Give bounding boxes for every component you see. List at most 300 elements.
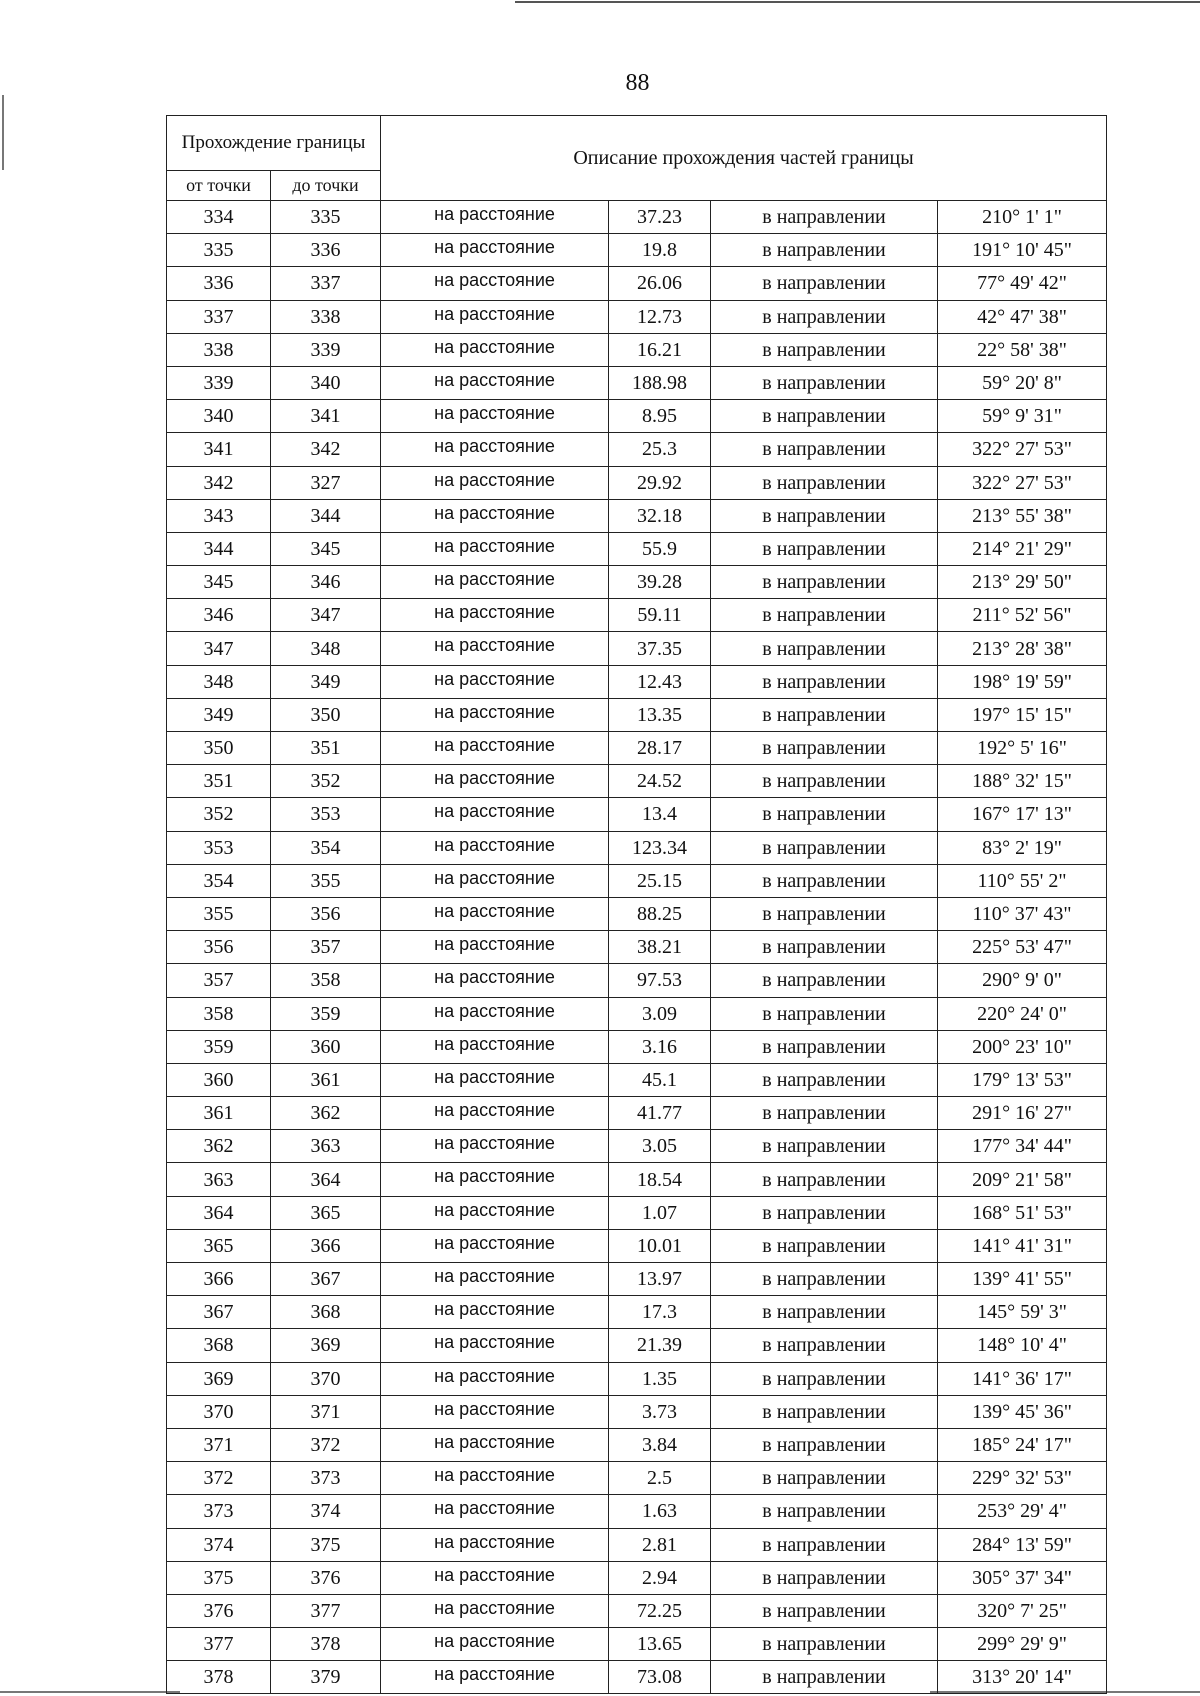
- from-point-cell: 378: [167, 1661, 271, 1694]
- from-point-cell: 355: [167, 897, 271, 930]
- from-point-cell: 335: [167, 234, 271, 267]
- to-point-cell: 354: [271, 831, 381, 864]
- to-point-cell: 351: [271, 732, 381, 765]
- direction-label-cell: в направлении: [711, 1428, 938, 1461]
- to-point-cell: 338: [271, 300, 381, 333]
- distance-label-cell: на расстояние: [381, 997, 609, 1030]
- distance-value-cell: 12.43: [609, 665, 711, 698]
- bearing-value-cell: 191° 10' 45": [938, 234, 1107, 267]
- from-point-cell: 376: [167, 1594, 271, 1627]
- distance-label-cell: на расстояние: [381, 201, 609, 234]
- distance-value-cell: 41.77: [609, 1097, 711, 1130]
- to-point-cell: 371: [271, 1395, 381, 1428]
- distance-label-cell: на расстояние: [381, 333, 609, 366]
- distance-value-cell: 8.95: [609, 400, 711, 433]
- from-point-cell: 334: [167, 201, 271, 234]
- to-point-cell: 345: [271, 532, 381, 565]
- distance-value-cell: 17.3: [609, 1296, 711, 1329]
- direction-label-cell: в направлении: [711, 1395, 938, 1428]
- to-point-cell: 358: [271, 964, 381, 997]
- table-row: [167, 466, 1107, 499]
- distance-value-cell: 2.81: [609, 1528, 711, 1561]
- distance-value-cell: 25.15: [609, 864, 711, 897]
- to-point-cell: 361: [271, 1063, 381, 1096]
- from-point-cell: 344: [167, 532, 271, 565]
- direction-label-cell: в направлении: [711, 1661, 938, 1694]
- direction-label-cell: в направлении: [711, 997, 938, 1030]
- direction-label-cell: в направлении: [711, 632, 938, 665]
- bearing-value-cell: 177° 34' 44": [938, 1130, 1107, 1163]
- distance-value-cell: 1.35: [609, 1362, 711, 1395]
- from-point-cell: 371: [167, 1428, 271, 1461]
- table-row: [167, 665, 1107, 698]
- from-point-cell: 339: [167, 366, 271, 399]
- distance-label-cell: на расстояние: [381, 1263, 609, 1296]
- to-point-cell: 363: [271, 1130, 381, 1163]
- from-point-cell: 356: [167, 931, 271, 964]
- direction-label-cell: в направлении: [711, 1561, 938, 1594]
- distance-value-cell: 19.8: [609, 234, 711, 267]
- direction-label-cell: в направлении: [711, 466, 938, 499]
- bearing-value-cell: 22° 58' 38": [938, 333, 1107, 366]
- bearing-value-cell: 213° 55' 38": [938, 499, 1107, 532]
- distance-label-cell: на расстояние: [381, 732, 609, 765]
- table-row: [167, 864, 1107, 897]
- table-row: [167, 1229, 1107, 1262]
- table-row: [167, 599, 1107, 632]
- distance-label-cell: на расстояние: [381, 1362, 609, 1395]
- bearing-value-cell: 220° 24' 0": [938, 997, 1107, 1030]
- from-point-cell: 368: [167, 1329, 271, 1362]
- table-row: [167, 499, 1107, 532]
- table-row: [167, 267, 1107, 300]
- table-row: [167, 433, 1107, 466]
- table-row: [167, 1130, 1107, 1163]
- to-point-cell: 366: [271, 1229, 381, 1262]
- from-point-cell: 343: [167, 499, 271, 532]
- distance-value-cell: 12.73: [609, 300, 711, 333]
- to-point-cell: 336: [271, 234, 381, 267]
- distance-label-cell: на расстояние: [381, 864, 609, 897]
- from-point-cell: 345: [167, 566, 271, 599]
- bearing-value-cell: 197° 15' 15": [938, 698, 1107, 731]
- from-point-cell: 370: [167, 1395, 271, 1428]
- bearing-value-cell: 110° 37' 43": [938, 897, 1107, 930]
- distance-label-cell: на расстояние: [381, 798, 609, 831]
- bearing-value-cell: 291° 16' 27": [938, 1097, 1107, 1130]
- distance-value-cell: 3.73: [609, 1395, 711, 1428]
- to-point-cell: 327: [271, 466, 381, 499]
- to-point-cell: 353: [271, 798, 381, 831]
- to-point-cell: 339: [271, 333, 381, 366]
- distance-label-cell: на расстояние: [381, 1462, 609, 1495]
- direction-label-cell: в направлении: [711, 566, 938, 599]
- bearing-value-cell: 290° 9' 0": [938, 964, 1107, 997]
- from-point-cell: 375: [167, 1561, 271, 1594]
- bearing-value-cell: 213° 28' 38": [938, 632, 1107, 665]
- bearing-value-cell: 198° 19' 59": [938, 665, 1107, 698]
- direction-label-cell: в направлении: [711, 897, 938, 930]
- from-point-cell: 373: [167, 1495, 271, 1528]
- table-row: [167, 1628, 1107, 1661]
- bearing-value-cell: 211° 52' 56": [938, 599, 1107, 632]
- distance-label-cell: на расстояние: [381, 1594, 609, 1627]
- table-row: [167, 234, 1107, 267]
- direction-label-cell: в направлении: [711, 1362, 938, 1395]
- distance-value-cell: 10.01: [609, 1229, 711, 1262]
- from-point-cell: 366: [167, 1263, 271, 1296]
- distance-label-cell: на расстояние: [381, 532, 609, 565]
- bearing-value-cell: 305° 37' 34": [938, 1561, 1107, 1594]
- from-point-cell: 351: [167, 765, 271, 798]
- distance-value-cell: 37.23: [609, 201, 711, 234]
- distance-value-cell: 3.09: [609, 997, 711, 1030]
- distance-label-cell: на расстояние: [381, 1561, 609, 1594]
- scan-edge-top: [515, 1, 1200, 3]
- to-point-cell: 359: [271, 997, 381, 1030]
- distance-label-cell: на расстояние: [381, 300, 609, 333]
- to-point-cell: 360: [271, 1030, 381, 1063]
- distance-value-cell: 16.21: [609, 333, 711, 366]
- table-row: [167, 931, 1107, 964]
- direction-label-cell: в направлении: [711, 1263, 938, 1296]
- distance-value-cell: 26.06: [609, 267, 711, 300]
- distance-label-cell: на расстояние: [381, 1163, 609, 1196]
- boundary-table: [166, 115, 1107, 1694]
- from-point-cell: 341: [167, 433, 271, 466]
- table-row: [167, 632, 1107, 665]
- distance-label-cell: на расстояние: [381, 831, 609, 864]
- direction-label-cell: в направлении: [711, 1528, 938, 1561]
- header-description: Описание прохождения частей границы: [381, 116, 1107, 201]
- distance-value-cell: 18.54: [609, 1163, 711, 1196]
- to-point-cell: 342: [271, 433, 381, 466]
- table-body: [167, 201, 1107, 1694]
- to-point-cell: 362: [271, 1097, 381, 1130]
- from-point-cell: 346: [167, 599, 271, 632]
- distance-label-cell: на расстояние: [381, 1196, 609, 1229]
- to-point-cell: 346: [271, 566, 381, 599]
- direction-label-cell: в направлении: [711, 931, 938, 964]
- bearing-value-cell: 253° 29' 4": [938, 1495, 1107, 1528]
- table-row: [167, 300, 1107, 333]
- direction-label-cell: в направлении: [711, 1196, 938, 1229]
- bearing-value-cell: 167° 17' 13": [938, 798, 1107, 831]
- distance-label-cell: на расстояние: [381, 1528, 609, 1561]
- bearing-value-cell: 110° 55' 2": [938, 864, 1107, 897]
- direction-label-cell: в направлении: [711, 964, 938, 997]
- from-point-cell: 362: [167, 1130, 271, 1163]
- table-row: [167, 698, 1107, 731]
- direction-label-cell: в направлении: [711, 532, 938, 565]
- from-point-cell: 340: [167, 400, 271, 433]
- bearing-value-cell: 200° 23' 10": [938, 1030, 1107, 1063]
- distance-label-cell: на расстояние: [381, 1395, 609, 1428]
- from-point-cell: 364: [167, 1196, 271, 1229]
- distance-label-cell: на расстояние: [381, 765, 609, 798]
- header-from-point: от точки: [167, 171, 271, 201]
- to-point-cell: 379: [271, 1661, 381, 1694]
- table-row: [167, 798, 1107, 831]
- table-row: [167, 333, 1107, 366]
- to-point-cell: 356: [271, 897, 381, 930]
- direction-label-cell: в направлении: [711, 1097, 938, 1130]
- bearing-value-cell: 225° 53' 47": [938, 931, 1107, 964]
- to-point-cell: 378: [271, 1628, 381, 1661]
- table-row: [167, 1561, 1107, 1594]
- direction-label-cell: в направлении: [711, 1462, 938, 1495]
- header-to-point: до точки: [271, 171, 381, 201]
- table-row: [167, 1528, 1107, 1561]
- to-point-cell: 349: [271, 665, 381, 698]
- table-row: [167, 1462, 1107, 1495]
- direction-label-cell: в направлении: [711, 732, 938, 765]
- table-row: [167, 366, 1107, 399]
- bearing-value-cell: 185° 24' 17": [938, 1428, 1107, 1461]
- from-point-cell: 357: [167, 964, 271, 997]
- direction-label-cell: в направлении: [711, 1030, 938, 1063]
- bearing-value-cell: 284° 13' 59": [938, 1528, 1107, 1561]
- direction-label-cell: в направлении: [711, 1495, 938, 1528]
- bearing-value-cell: 209° 21' 58": [938, 1163, 1107, 1196]
- distance-value-cell: 123.34: [609, 831, 711, 864]
- direction-label-cell: в направлении: [711, 798, 938, 831]
- distance-value-cell: 188.98: [609, 366, 711, 399]
- distance-label-cell: на расстояние: [381, 1130, 609, 1163]
- distance-label-cell: на расстояние: [381, 1296, 609, 1329]
- bearing-value-cell: 139° 41' 55": [938, 1263, 1107, 1296]
- from-point-cell: 359: [167, 1030, 271, 1063]
- bearing-value-cell: 145° 59' 3": [938, 1296, 1107, 1329]
- distance-label-cell: на расстояние: [381, 466, 609, 499]
- distance-label-cell: на расстояние: [381, 400, 609, 433]
- distance-value-cell: 28.17: [609, 732, 711, 765]
- bearing-value-cell: 320° 7' 25": [938, 1594, 1107, 1627]
- scan-edge-bottom-left: [0, 1691, 180, 1693]
- direction-label-cell: в направлении: [711, 665, 938, 698]
- table-row: [167, 997, 1107, 1030]
- direction-label-cell: в направлении: [711, 1296, 938, 1329]
- to-point-cell: 373: [271, 1462, 381, 1495]
- table-row: [167, 1296, 1107, 1329]
- bearing-value-cell: 139° 45' 36": [938, 1395, 1107, 1428]
- to-point-cell: 340: [271, 366, 381, 399]
- distance-label-cell: на расстояние: [381, 964, 609, 997]
- table-row: [167, 897, 1107, 930]
- direction-label-cell: в направлении: [711, 499, 938, 532]
- distance-label-cell: на расстояние: [381, 267, 609, 300]
- distance-label-cell: на расстояние: [381, 234, 609, 267]
- to-point-cell: 348: [271, 632, 381, 665]
- to-point-cell: 367: [271, 1263, 381, 1296]
- bearing-value-cell: 210° 1' 1": [938, 201, 1107, 234]
- distance-value-cell: 24.52: [609, 765, 711, 798]
- table-row: [167, 1329, 1107, 1362]
- bearing-value-cell: 83° 2' 19": [938, 831, 1107, 864]
- to-point-cell: 368: [271, 1296, 381, 1329]
- direction-label-cell: в направлении: [711, 400, 938, 433]
- distance-label-cell: на расстояние: [381, 599, 609, 632]
- distance-value-cell: 72.25: [609, 1594, 711, 1627]
- table-row: [167, 765, 1107, 798]
- bearing-value-cell: 188° 32' 15": [938, 765, 1107, 798]
- to-point-cell: 370: [271, 1362, 381, 1395]
- bearing-value-cell: 168° 51' 53": [938, 1196, 1107, 1229]
- table-row: [167, 1395, 1107, 1428]
- table-row: [167, 831, 1107, 864]
- from-point-cell: 361: [167, 1097, 271, 1130]
- distance-value-cell: 38.21: [609, 931, 711, 964]
- from-point-cell: 369: [167, 1362, 271, 1395]
- to-point-cell: 365: [271, 1196, 381, 1229]
- distance-value-cell: 2.5: [609, 1462, 711, 1495]
- to-point-cell: 341: [271, 400, 381, 433]
- distance-value-cell: 59.11: [609, 599, 711, 632]
- distance-label-cell: на расстояние: [381, 1030, 609, 1063]
- table-row: [167, 1163, 1107, 1196]
- from-point-cell: 374: [167, 1528, 271, 1561]
- distance-label-cell: на расстояние: [381, 1628, 609, 1661]
- distance-value-cell: 13.4: [609, 798, 711, 831]
- from-point-cell: 354: [167, 864, 271, 897]
- to-point-cell: 347: [271, 599, 381, 632]
- bearing-value-cell: 59° 20' 8": [938, 366, 1107, 399]
- direction-label-cell: в направлении: [711, 1329, 938, 1362]
- distance-value-cell: 97.53: [609, 964, 711, 997]
- table-row: [167, 1196, 1107, 1229]
- direction-label-cell: в направлении: [711, 300, 938, 333]
- bearing-value-cell: 192° 5' 16": [938, 732, 1107, 765]
- to-point-cell: 375: [271, 1528, 381, 1561]
- to-point-cell: 352: [271, 765, 381, 798]
- distance-label-cell: на расстояние: [381, 698, 609, 731]
- bearing-value-cell: 322° 27' 53": [938, 466, 1107, 499]
- distance-label-cell: на расстояние: [381, 1229, 609, 1262]
- to-point-cell: 369: [271, 1329, 381, 1362]
- distance-value-cell: 13.97: [609, 1263, 711, 1296]
- from-point-cell: 347: [167, 632, 271, 665]
- from-point-cell: 350: [167, 732, 271, 765]
- table-row: [167, 566, 1107, 599]
- distance-value-cell: 29.92: [609, 466, 711, 499]
- to-point-cell: 355: [271, 864, 381, 897]
- distance-label-cell: на расстояние: [381, 1329, 609, 1362]
- bearing-value-cell: 213° 29' 50": [938, 566, 1107, 599]
- from-point-cell: 337: [167, 300, 271, 333]
- to-point-cell: 335: [271, 201, 381, 234]
- distance-label-cell: на расстояние: [381, 499, 609, 532]
- from-point-cell: 365: [167, 1229, 271, 1262]
- distance-value-cell: 3.16: [609, 1030, 711, 1063]
- table-row: [167, 1263, 1107, 1296]
- distance-value-cell: 88.25: [609, 897, 711, 930]
- distance-label-cell: на расстояние: [381, 566, 609, 599]
- direction-label-cell: в направлении: [711, 366, 938, 399]
- bearing-value-cell: 179° 13' 53": [938, 1063, 1107, 1096]
- to-point-cell: 377: [271, 1594, 381, 1627]
- direction-label-cell: в направлении: [711, 864, 938, 897]
- to-point-cell: 374: [271, 1495, 381, 1528]
- from-point-cell: 372: [167, 1462, 271, 1495]
- page-number: 88: [625, 70, 650, 96]
- bearing-value-cell: 229° 32' 53": [938, 1462, 1107, 1495]
- to-point-cell: 344: [271, 499, 381, 532]
- distance-label-cell: на расстояние: [381, 665, 609, 698]
- table-row: [167, 400, 1107, 433]
- table-row: [167, 1030, 1107, 1063]
- distance-label-cell: на расстояние: [381, 632, 609, 665]
- bearing-value-cell: 141° 36' 17": [938, 1362, 1107, 1395]
- table-row: [167, 964, 1107, 997]
- direction-label-cell: в направлении: [711, 1163, 938, 1196]
- table-row: [167, 1097, 1107, 1130]
- distance-value-cell: 55.9: [609, 532, 711, 565]
- distance-label-cell: на расстояние: [381, 433, 609, 466]
- bearing-value-cell: 313° 20' 14": [938, 1661, 1107, 1694]
- table-row: [167, 1063, 1107, 1096]
- from-point-cell: 377: [167, 1628, 271, 1661]
- from-point-cell: 360: [167, 1063, 271, 1096]
- bearing-value-cell: 322° 27' 53": [938, 433, 1107, 466]
- distance-value-cell: 1.63: [609, 1495, 711, 1528]
- to-point-cell: 376: [271, 1561, 381, 1594]
- from-point-cell: 336: [167, 267, 271, 300]
- from-point-cell: 342: [167, 466, 271, 499]
- direction-label-cell: в направлении: [711, 599, 938, 632]
- distance-value-cell: 3.05: [609, 1130, 711, 1163]
- from-point-cell: 363: [167, 1163, 271, 1196]
- distance-value-cell: 2.94: [609, 1561, 711, 1594]
- table-row: [167, 1362, 1107, 1395]
- distance-label-cell: на расстояние: [381, 1495, 609, 1528]
- bearing-value-cell: 42° 47' 38": [938, 300, 1107, 333]
- distance-label-cell: на расстояние: [381, 1097, 609, 1130]
- distance-label-cell: на расстояние: [381, 1661, 609, 1694]
- header-boundary-passage: Прохождение границы: [167, 116, 381, 171]
- from-point-cell: 348: [167, 665, 271, 698]
- distance-value-cell: 13.65: [609, 1628, 711, 1661]
- table-row: [167, 1428, 1107, 1461]
- direction-label-cell: в направлении: [711, 1229, 938, 1262]
- distance-value-cell: 39.28: [609, 566, 711, 599]
- to-point-cell: 337: [271, 267, 381, 300]
- table-row: [167, 732, 1107, 765]
- direction-label-cell: в направлении: [711, 267, 938, 300]
- from-point-cell: 358: [167, 997, 271, 1030]
- from-point-cell: 338: [167, 333, 271, 366]
- direction-label-cell: в направлении: [711, 1130, 938, 1163]
- direction-label-cell: в направлении: [711, 1594, 938, 1627]
- distance-value-cell: 32.18: [609, 499, 711, 532]
- scan-edge-left: [2, 95, 4, 170]
- table-row: [167, 1495, 1107, 1528]
- table-row: [167, 1594, 1107, 1627]
- bearing-value-cell: 141° 41' 31": [938, 1229, 1107, 1262]
- bearing-value-cell: 299° 29' 9": [938, 1628, 1107, 1661]
- direction-label-cell: в направлении: [711, 333, 938, 366]
- distance-value-cell: 45.1: [609, 1063, 711, 1096]
- distance-label-cell: на расстояние: [381, 931, 609, 964]
- distance-label-cell: на расстояние: [381, 366, 609, 399]
- distance-label-cell: на расстояние: [381, 897, 609, 930]
- from-point-cell: 367: [167, 1296, 271, 1329]
- distance-label-cell: на расстояние: [381, 1063, 609, 1096]
- table-row: [167, 201, 1107, 234]
- distance-label-cell: на расстояние: [381, 1428, 609, 1461]
- distance-value-cell: 37.35: [609, 632, 711, 665]
- table-row: [167, 1661, 1107, 1694]
- distance-value-cell: 73.08: [609, 1661, 711, 1694]
